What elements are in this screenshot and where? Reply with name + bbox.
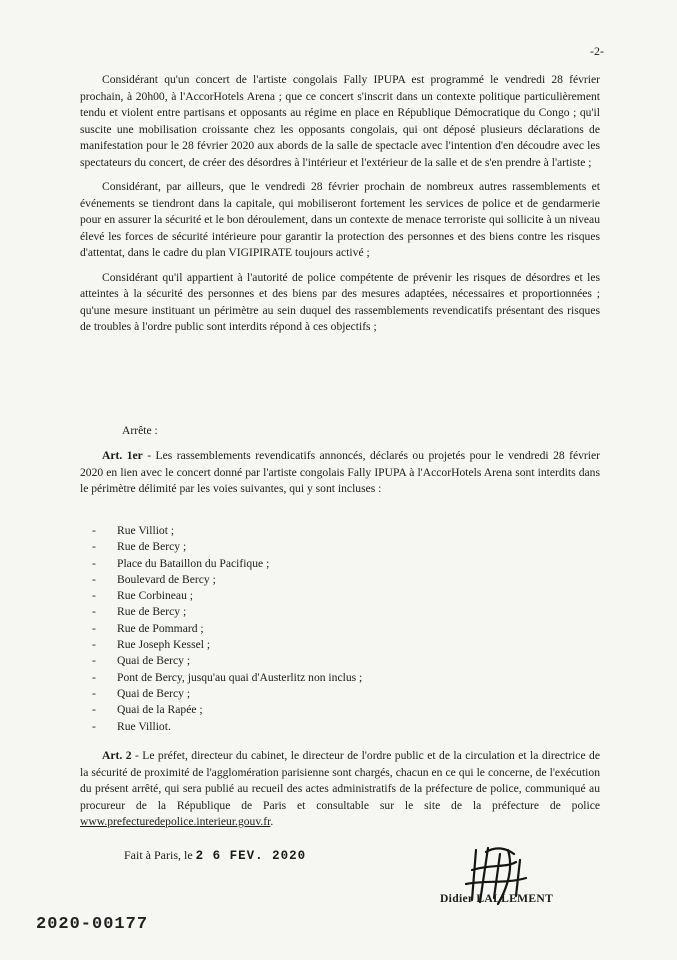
street-item [92,556,362,572]
street-item [92,653,362,669]
article-2-label: Art. 2 [102,749,132,762]
street-item [92,686,362,702]
street-name: Quai de Bercy ; [117,686,191,700]
street-name: Rue de Pommard ; [117,621,204,635]
fait-a-paris: Fait à Paris, le [124,848,193,862]
list-dash: - [92,638,96,652]
street-item [92,588,362,604]
street-item [92,604,362,620]
street-name: Place du Bataillon du Pacifique ; [117,556,270,570]
list-dash: - [92,556,96,570]
street-item [92,621,362,637]
street-name: Rue de Bercy ; [117,605,187,619]
paragraph-2: Considérant, par ailleurs, que le vendredi 28 février prochain de nombreux autres rassemblements et événements se tiendront dans la capitale, qui mobiliseront fortement les services de police et de gendarmerie pour en assurer la sécurité et le bon déroulement, dans un contexte de menace terroriste qui sollicite à un niveau élevé les forces de sécurité intérieure pour garantir la protection des personnes et des biens contre les risques d'attentat, dans le cadre du plan VIGIPIRATE toujours activé ; [80,180,600,259]
considerants [80,72,600,344]
signatory-name: Didier LALLEMENT [440,892,554,905]
list-dash: - [92,524,96,537]
street-name: Pont de Bercy, jusqu'au quai d'Austerlitz non inclus ; [117,670,363,684]
street-name: Rue Villiot. [117,719,171,733]
signature-place-date [124,848,306,863]
article-1-text: - Les rassemblements revendicatifs annoncés, déclarés ou projetés pour le vendredi 28 février 2020 en lien avec le concert donné par l'artiste congolais Fally IPUPA à l'AccorHotels Arena sont interdits dans le périmètre délimité par les voies suivantes, qui y sont incluses : [80,449,601,495]
prefecture-website-link[interactable]: www.prefecturedepolice.interieur.gouv.fr [80,815,271,828]
street-item [92,719,362,735]
date-stamp: 2 6 FEV. 2020 [195,849,307,863]
reference-number: 2020-00177 [36,915,149,934]
street-item [92,670,362,686]
list-dash: - [92,540,96,554]
street-name: Quai de la Rapée ; [117,703,203,717]
street-name: Rue Villiot ; [117,524,175,537]
street-item [92,523,362,539]
list-dash: - [92,605,96,619]
page-number: -2- [590,44,604,58]
article-1 [80,448,600,498]
paragraph-3: Considérant qu'il appartient à l'autorité de police compétente de prévenir les risques de désordres et les atteintes à la sécurité des personnes et des biens par des mesures adaptées, nécessaires et proportionnées ; qu'une mesure instituant un périmètre au sein duquel des rassemblements revendicatifs présentant des risques de troubles à l'ordre public sont interdits répond à ces objectifs ; [80,270,600,333]
paragraph-1: Considérant qu'un concert de l'artiste congolais Fally IPUPA est programmé le vendredi 28 février prochain, à 20h00, à l'AccorHotels Arena ; que ce concert s'inscrit dans un contexte politique particulièrement tendu et violent entre partisans et opposants au régime en place en République Démocratique du Congo ; qu'il suscite une mobilisation croissante chez les opposants congolais, qui ont déposé plusieurs déclarations de manifestation pour le 28 février 2020 aux abords de la salle de spectacle avec l'intention d'en découdre avec les spectateurs du concert, de créer des désordres à l'intérieur et l'extérieur de la salle et de s'en prendre à l'artiste ; [80,73,600,169]
list-dash: - [92,621,96,635]
list-dash: - [92,719,96,733]
article-2: Art. 2 - Le préfet, directeur du cabinet, le directeur de l'ordre public et de la circulation et la directrice de la sécurité de proximité de l'agglomération parisienne sont chargés, chacun en ce qui le concerne, de l'exécution du présent arrêté, qui sera publié au recueil des actes administratifs de la préfecture de police, communiqué au procureur de la République de Paris et consultable sur le site de la préfecture de police www.prefecturedepolice.interieur.gouv.fr. [80,749,600,828]
street-name: Boulevard de Bercy ; [117,572,216,586]
list-dash: - [92,589,96,603]
street-item [92,637,362,653]
handwritten-signature [436,840,606,920]
street-name: Rue Joseph Kessel ; [117,638,211,652]
article-2-text: - Le préfet, directeur du cabinet, le directeur de l'ordre public et de la circulation et la directrice de la sécurité de proximité de l'agglomération parisienne sont chargés, chacun en ce qui le concerne, de l'exécution du présent arrêté, qui sera publié au recueil des actes administratifs de la préfecture de police, communiqué au procureur de la République de Paris et consultable sur le site de la préfecture de police [80,749,600,812]
street-item [92,539,362,555]
list-dash: - [92,703,96,717]
street-name: Rue Corbineau ; [117,589,193,603]
arrete-heading: Arrête : [122,424,158,437]
list-dash: - [92,572,96,586]
list-dash: - [92,686,96,700]
article-1-label: Art. 1er [102,449,143,462]
street-item [92,702,362,718]
list-dash: - [92,670,96,684]
street-list [92,523,362,735]
street-name: Rue de Bercy ; [117,540,187,554]
street-item [92,572,362,588]
list-dash: - [92,654,96,668]
street-name: Quai de Bercy ; [117,654,191,668]
